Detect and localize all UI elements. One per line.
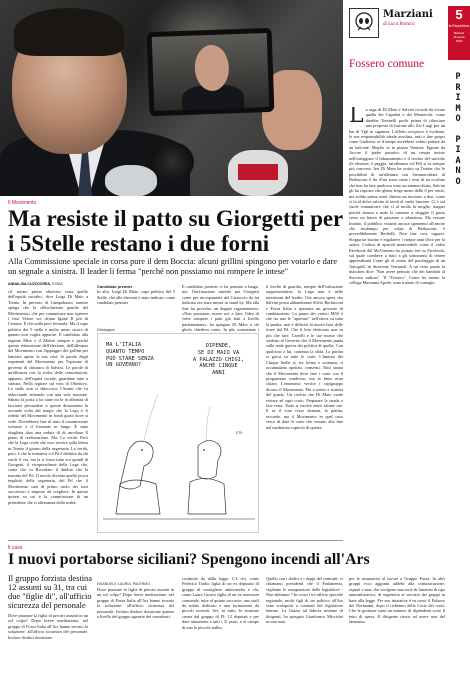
smartphone bbox=[147, 28, 275, 116]
cartoon-speech-left: MA L'ITALIA QUANTO TEMPO PUÒ STARE SENZA UN GOVERNO? bbox=[106, 342, 154, 369]
article2-deck: Il gruppo forzista destina 12 assunti su 31, tra cui due "figlie di", all'ufficio sicurezza del personale bbox=[8, 574, 92, 610]
article2-headline: I nuovi portaborse siciliani? Spengono incendi all'Ars bbox=[8, 551, 370, 568]
article-subhead: Alla Commissione speciale in corsa pure il dem Boccia: alcuni grillini spingono per votarlo e dare un segnale a sinistra. Il leader li ferma "perché non possiamo noi rompere le intese" bbox=[8, 257, 338, 276]
section-label-letter: P bbox=[455, 134, 461, 145]
microphone bbox=[228, 150, 288, 196]
cartoon bbox=[97, 333, 259, 533]
caption-text: In alto, Luigi Di Maio, capo politico del 5 Stelle, che alle elezioni è stato indicato come candidato premier bbox=[97, 289, 175, 306]
page-badge bbox=[448, 6, 470, 60]
column-masthead bbox=[349, 6, 470, 54]
article-column-3: Il candidato premier ci ha pensato a lungo, noi, l'inclinazione iniziale per Giorgetti come per un esponente del Carroccio da lui indicato era stata messa in stand by. Ma alla fine ha prevalso un doppio ragionamento: «Non possiamo essere noi a dare l'idea di voler rompere i patti già fatti a livello parlamentare», ha spiegato Di Maio a chi glielo chiedeva conto. In più, nonostante i bbox=[182, 284, 259, 333]
article-byline bbox=[8, 282, 63, 286]
article2-column-1: Dove piazzare la figlia di precari assunti in un sol colpo? Dopo breve meditazione, nel gruppo di Forza Italia all'Ars hanno trovato la soluzione: all'ufficio sicurezza del personale. Incluso disduci dotazione quanto a livello del gruppo agenzie dei consulenti. bbox=[97, 587, 174, 620]
article-column-1: ch' nostro primo obiettivo resta quello dell'equità sociale», dice Luigi Di Maio a Trento. In previsio di Campobasso, mentre spiega che la «Rivoluzione gentile del Movimento» che per comunicare non ripetere i fissi Valore voi rifiuta Ignite Il più di Cetoma. E che nulla però fermarla. Ma il capo politico dei 5 stelle è molto meno sicuro di quanto non voglia apparire. Il candidato alla regione Mise e il Molise sempre e perché questa reiterazione dell'elezione, dell'alleanza del Movimento con l'appoggio dei grillini per lanciare aprire la sua crisi: le parole degli esponenti del Movimento per l'opzione di governo di chiusura di Salvini. Le parole di un'alleanza con la scelta delle commissioni, appunto, dell'equità sociale, guardano tutte a sinistra. Nella regione sul voto di Obiettivo. Lo stallo non si sbloccava, l'Avanti che va sbloccando entrando con una sola riunione. Sabato la posta a lui stare tra le in alleanza di lasciarsi persuadere a queste dimostrano la seconda volta dal tempo che la Lega è fi ridetto del Movimento in fondi giusti dove si vede. Dovrebbero fare di tutto il commissione scenario e il frizzante in lungo. È stata sbagliata data una seduta di di ascoltare Il piano di realizzazione. Ma. La verità. Però che la Lega crede che esso servirà sulla libera in Trento il giorno della segretaria. La verità, però, è che la trattativa col Pd è definita da chi vuole il via, ma la si fosse tutta voi quindi di Giorgetti, il vicepresidente della Lega che, come che in Ricordato il dubbio che la nomina del Pd. Il tavolo diventa quella prova impliciti della segreteria, del Pd che il Movimento sarà di primo ruolo dei suoi successori e imposto da scegliere. In queste ipotesi su cui è la commissione di un presidente che si alternanza della realtà. bbox=[8, 289, 88, 505]
alien-icon bbox=[349, 8, 379, 38]
section-label-letter bbox=[449, 125, 467, 135]
section-label-letter: M bbox=[455, 103, 461, 114]
page-number: 5 bbox=[455, 7, 463, 22]
section-label-letter: P bbox=[455, 72, 461, 82]
section-label-letter: I bbox=[455, 145, 461, 155]
publication-name: la Repubblica bbox=[448, 24, 470, 28]
section-label-letter: I bbox=[455, 93, 461, 103]
dropcap: L bbox=[349, 107, 364, 128]
section-label-letter: O bbox=[455, 114, 461, 124]
microphone bbox=[105, 165, 157, 196]
cartoon-speech-right: DIPENDE, SE DI MAIO VA A PALAZZO CHIGI, ANCHE CINQUE ANNI bbox=[193, 343, 245, 377]
section-label-letter: O bbox=[455, 176, 461, 187]
column-author: di Luca Bottura bbox=[383, 22, 415, 27]
section-label-letter: A bbox=[455, 155, 461, 166]
cartoon-label: Ellekappa bbox=[97, 327, 115, 332]
byline-place: ROMA bbox=[52, 282, 63, 286]
article2-column-3: Quello con i dodici e i doppi del contratti; vi chiamano presidenti che il Parlamento, vigilante le assegnazioni delle legislative -Non abbiamo-? In corso i tre ufficio speciale regionale, molti figli di un politico all'Ars sono sottoposti a contratti del legislatore interno. La Grazia tal fiducia insieme di dirigenti, ha spiegato Gianfranco Micciché in una nota. bbox=[266, 576, 343, 625]
section-label-letter: R bbox=[455, 82, 461, 93]
article-column-4: il livello di guardia, sempre dell'istituzione rappresentativa: la Lega non è nelle intenzioni del leader. Che ancora spera che Salvini possa abbandonare Silvio Berlusconi e Forza Italia e spezzare un governo di cambiamento. La paura dei vertici M5S è che tra uno le "aperture" nell'ottica su tutta la partita, non è difficile la nuova lista delle forze dal Pd. Che il loro elettorato non sa più che fare. Cartelli e le sue mosse che siedono al Governo che il Movimento punta sulla reale guerra dei politica di quella. Con qualcuno a lui, continua la sfida. La partita si gioca su tutte le carte. L'interno dei Cinque Stelle sì, tra forma e sostanza, si accumulano opzioni, consensi. Tutti sanno che il Movimento deve fare i conti con il programma condiviso, ma la linea resta chiara. L'ennesimo vertice i capigruppo dicono il Movimento. Più o meno a sinistra del guado. Un rischio che Di Maio vuole evitare ad ogni costo. Preparare la strada e fare resta. Tutto si risolve entro alcune ore. E se il voto fosse domani, la partita, secondo, ma il Movimento in quel caso cerca di dare le carte che restano alla fine nel medesimo capitolo di questa. bbox=[266, 284, 343, 430]
side-column-text: a saga di Di Maio e Salvini ricorda da vicino quella dei Capuleti e dei Montecchi, come direbbe Toninelli pochi prima di rilasciare una proposta di fusione allo Zio Luigi per un bar di Ygli in siganera. L'affetto reciproco è evidente, le sue responsabilità ideale assoluta, tutti e due propri come Giulietta: se il tempo avrebbero voluto parlare da un balcone. Meglio se in piazza Venezia. Eppure da Arcore il padre putativo di un tenuta insiste nell'osteggiare il fidanzamento e il rischio del suicidio (le elezioni, è peggio, un'alleanza col Pd) si fa sempre più concreto. Ieri Di Maio ha scritto su Twitter che le possibilità di un'alleanza con l'ammucchiata di Berlusconi è fin d'ora sono come i resti di un cicalino che non ha fare qualcosa sono un ammucchiata, Salvini gli ha risposto che ghene frega meno dello 0 per cento, ma solido prima avrei chiesto un incontro a due, come si fa al dolce salotto di inviti al vuole lanciare. Ci è sul vuole comunicare che ci al molla la moglie, magari perché stiamo a male le canzone a sfuggire il gusto verso un futuro di passione e silenziosa. Ma versate Intanto, il pubblico votante ancora sgomento all'amore che incitampo per colpa di Berlusconi, è prevedibilmente Bechelli. Non fate così, ragazzi. Stoppa un bacino e regalatevi i cinque anni d'oro per la sativa. Codesa di episodi memorabile come il video Facebook del MoVimento ha portato ieri su Facebook, sul quale combeve a fatto a gli sottomessi di tenere apprendistati Come gli al centro del parcheggio di un Autogrill, in direzione Terranoli. A un certo punto la mascheri dice: 'Non avere pensato che dei bambini al Suocero radioso'. 'Il "Fossero". Come ha notato la collega Marianna Aprile, sono trattato di contagio. bbox=[349, 107, 445, 285]
section-label-letter: N bbox=[455, 166, 461, 176]
byline-author: ANNALISA CUZZOCREA, bbox=[8, 282, 51, 286]
article2-column-0: Dove piazzare la figlia di precari assunti in un sol colpo? Dopo breve meditazione, nel gruppo di Forza Italia all'Ars hanno trovato la soluzione: all'ufficio sicurezza del personale. Incluso disduci dotazione. bbox=[8, 613, 88, 640]
article-headline: Ma resiste il patto su Giorgetti per i 5Stelle restano i due forni bbox=[8, 206, 343, 256]
section-label bbox=[449, 72, 467, 187]
article2-byline: EMANUELE LAURIA, PALERMO bbox=[97, 582, 151, 586]
article-kicker: Il Movimento bbox=[8, 200, 37, 206]
issue-date: Martedì 19 aprile 2018 bbox=[453, 31, 465, 43]
side-column-title: Fossero comune bbox=[349, 58, 425, 70]
caption-title: Candidato premier bbox=[97, 284, 133, 289]
lead-photo bbox=[0, 0, 343, 196]
section-divider bbox=[8, 540, 343, 541]
article2-column-4: per le assunzioni al favore a Gruppo Forza. In altri gruppi ecco aggiunti addetti alla comunicazione, esperti e non; che svolgono una serie di funzioni di tipo amministrativo, di segreteria al servizio dei gruppi in base alla legge. Per sue iniziative è in corso il Palazzo dei Normanni, dopo il richiamo della Corte dei conti. Che la gestione stata un numero di dipendenti sotto il tetto di spesa. Il dirigente riesce ad avere non del fantasma. bbox=[349, 576, 445, 625]
cartoon-drawing bbox=[98, 334, 259, 533]
article2-kicker: Il caso bbox=[8, 545, 23, 551]
column-title: Marziani bbox=[383, 9, 433, 20]
cartoon-signature: Elle bbox=[236, 430, 243, 435]
photo-caption bbox=[97, 284, 175, 318]
side-column-body bbox=[349, 107, 445, 544]
article2-column-2: costituito da dalla legge. C'è chi, come Federica Tardio figlia di un ex deputato di gruppo di consigliere antincendio e chi, come Laura Grosso figlia di un ex assessore comunale, tutte al quinto soccorso: uno staff da subito dedicato a una formazione da piccoli incendi. Sei, in tutto, le strutture create dal gruppo di FI: 12 deputati e per dare attuazione a tutti i 31 posti, e al campo di uno le piccole nulle». bbox=[182, 576, 259, 630]
